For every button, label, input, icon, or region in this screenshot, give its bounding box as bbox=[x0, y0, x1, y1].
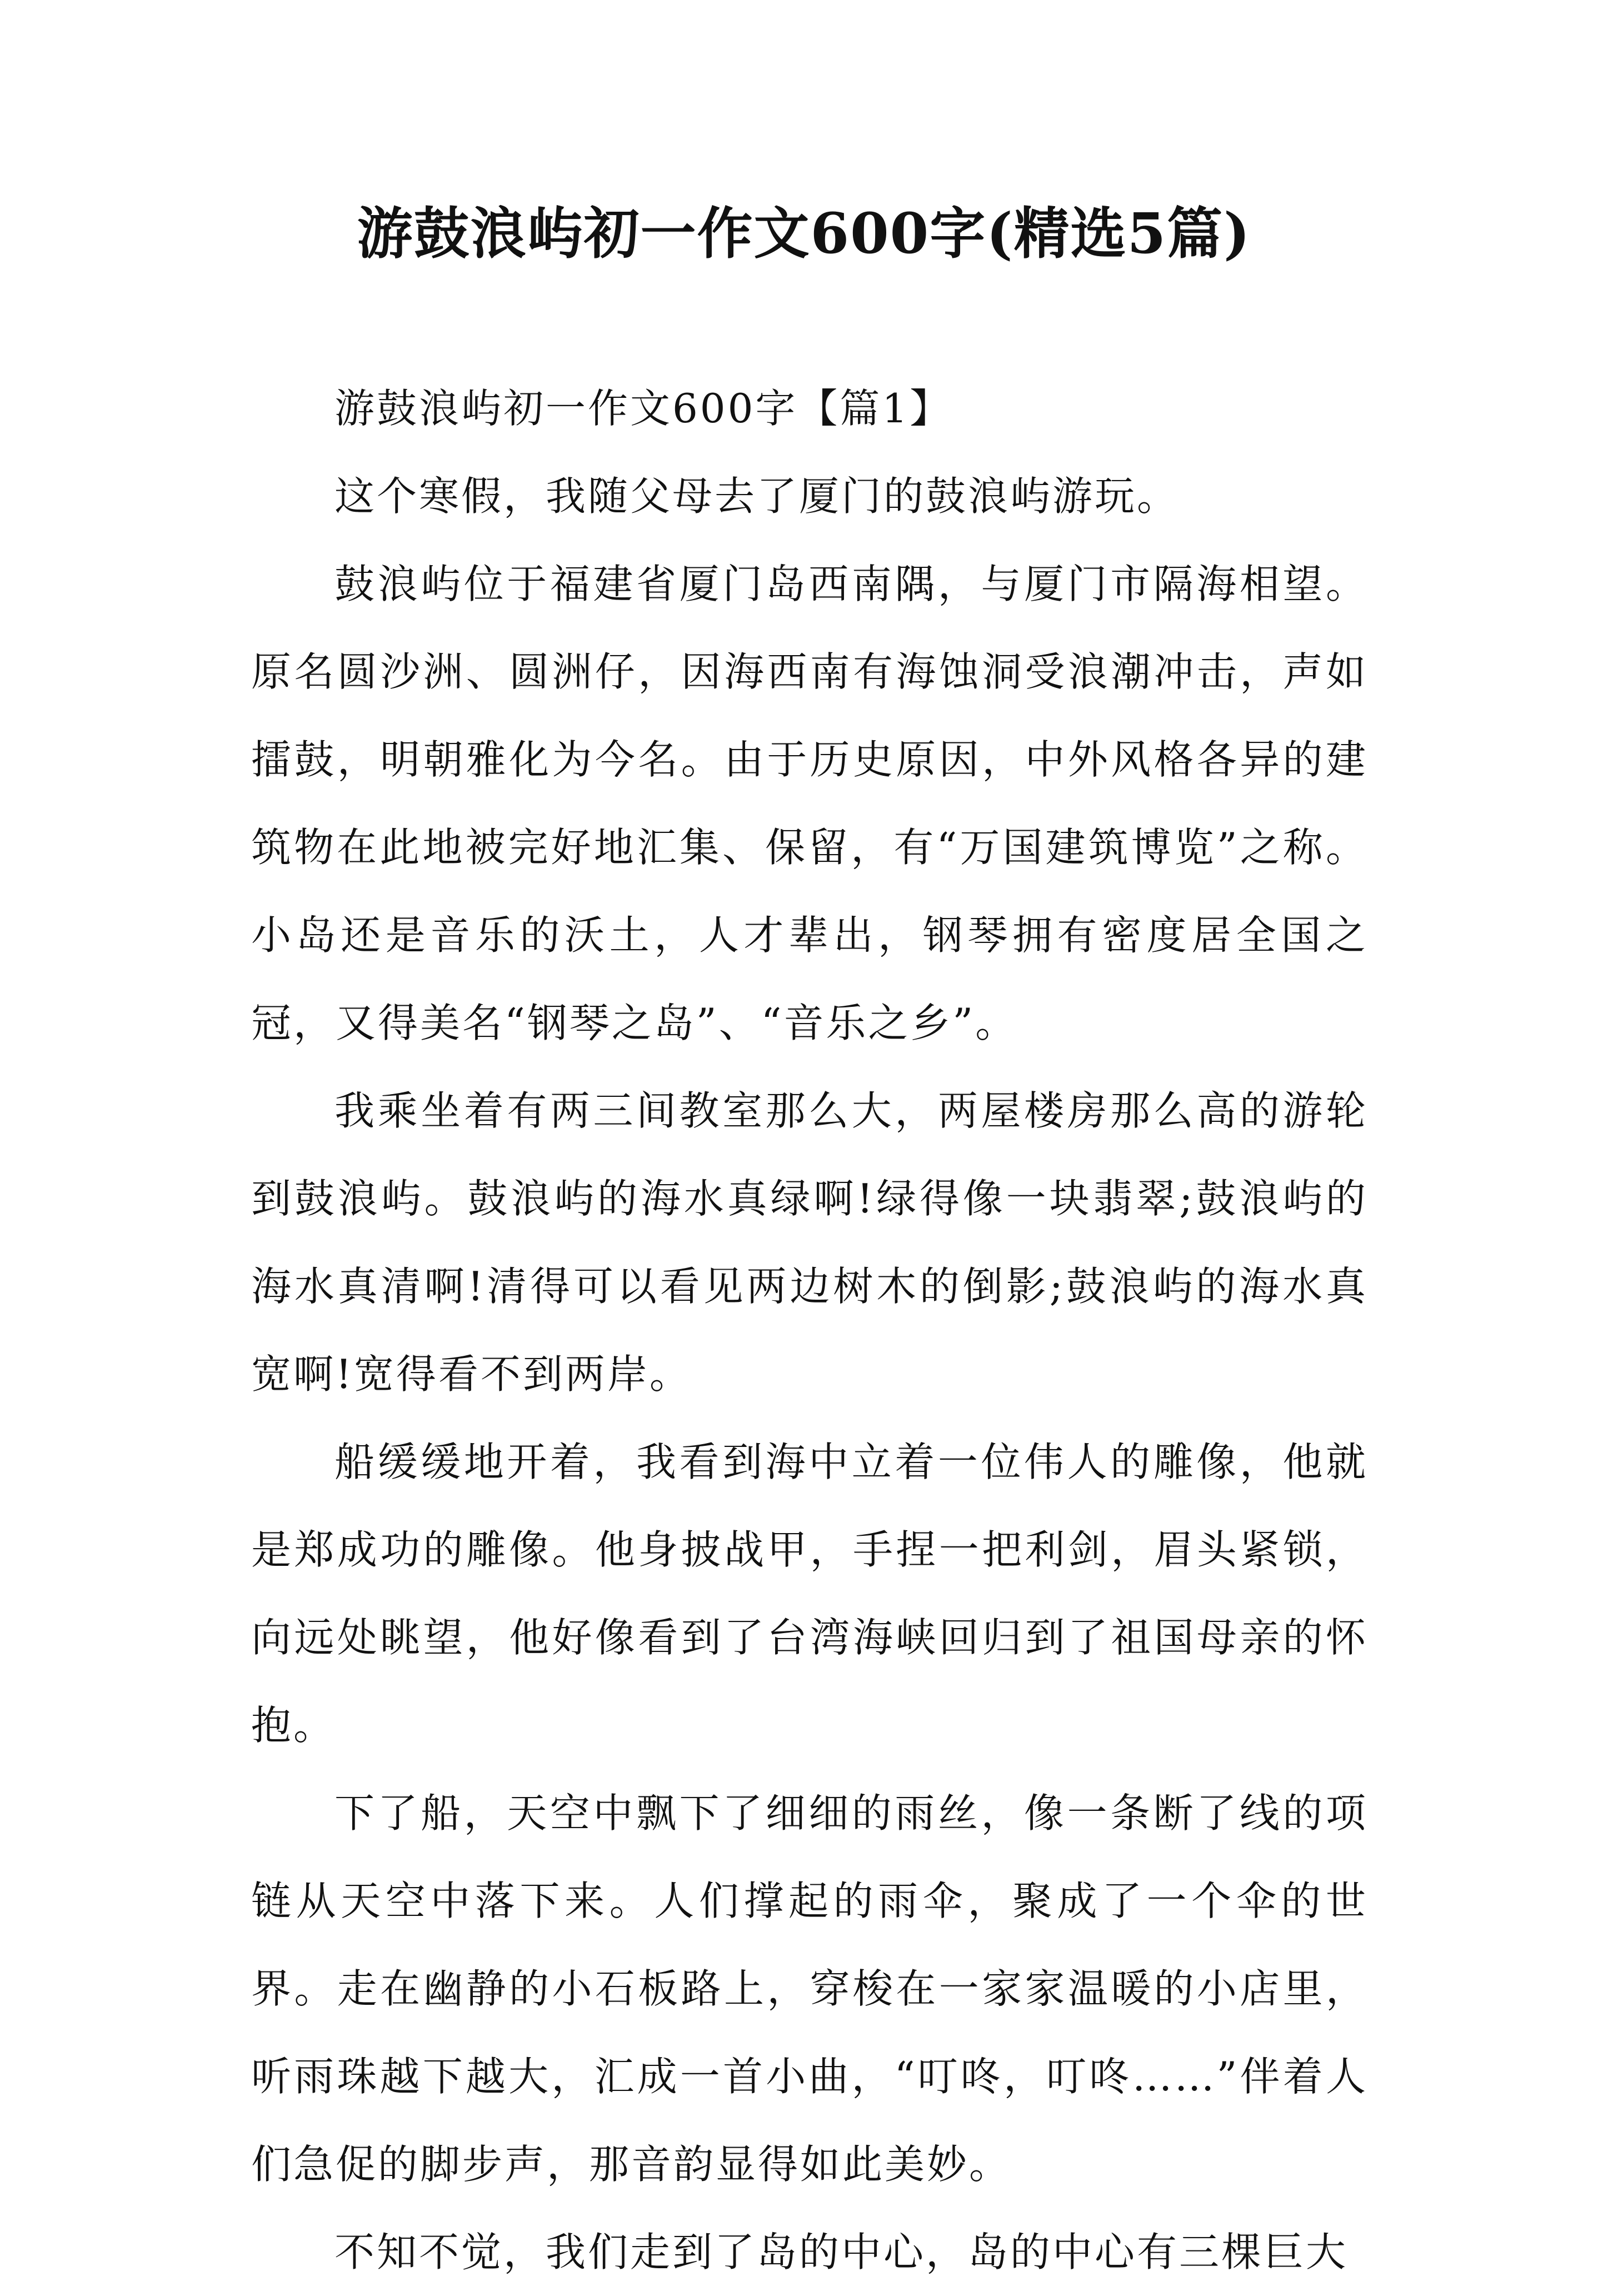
section-heading: 游鼓浪屿初一作文600字【篇1】 bbox=[334, 385, 952, 432]
paragraph: 我乘坐着有两三间教室那么大，两屋楼房那么高的游轮到鼓浪屿。鼓浪屿的海水真绿啊!绿得像一块翡翠;鼓浪屿的海水真清啊!清得可以看见两边树木的倒影;鼓浪屿的海水真宽啊!宽得看不到两岸。 bbox=[251, 1087, 1368, 1397]
paragraph: 这个寒假，我随父母去了厦门的鼓浪屿游玩。 bbox=[334, 473, 1180, 520]
document-body bbox=[251, 365, 1368, 2296]
paragraph: 船缓缓地开着，我看到海中立着一位伟人的雕像，他就是郑成功的雕像。他身披战甲，手捏一把利剑，眉头紧锁，向远处眺望，他好像看到了台湾海峡回归到了祖国母亲的怀抱。 bbox=[251, 1439, 1368, 1749]
paragraph: 下了船，天空中飘下了细细的雨丝，像一条断了线的项链从天空中落下来。人们撑起的雨伞，聚成了一个伞的世界。走在幽静的小石板路上，穿梭在一家家温暖的小店里，听雨珠越下越大，汇成一首小曲，“叮咚，叮咚……”伴着人们急促的脚步声，那音韵显得如此美妙。 bbox=[251, 1790, 1368, 2188]
paragraph: 不知不觉，我们走到了岛的中心，岛的中心有三棵巨大 bbox=[334, 2229, 1349, 2275]
document-title: 游鼓浪屿初一作文600字(精选5篇) bbox=[357, 201, 1251, 266]
paragraph: 鼓浪屿位于福建省厦门岛西南隅，与厦门市隔海相望。原名圆沙洲、圆洲仔，因海西南有海蚀洞受浪潮冲击，声如擂鼓，明朝雅化为今名。由于历史原因，中外风格各异的建筑物在此地被完好地汇集、保留，有“万国建筑博览”之称。小岛还是音乐的沃土，人才辈出，钢琴拥有密度居全国之冠，又得美名“钢琴之岛”、“音乐之乡”。 bbox=[251, 561, 1368, 1046]
